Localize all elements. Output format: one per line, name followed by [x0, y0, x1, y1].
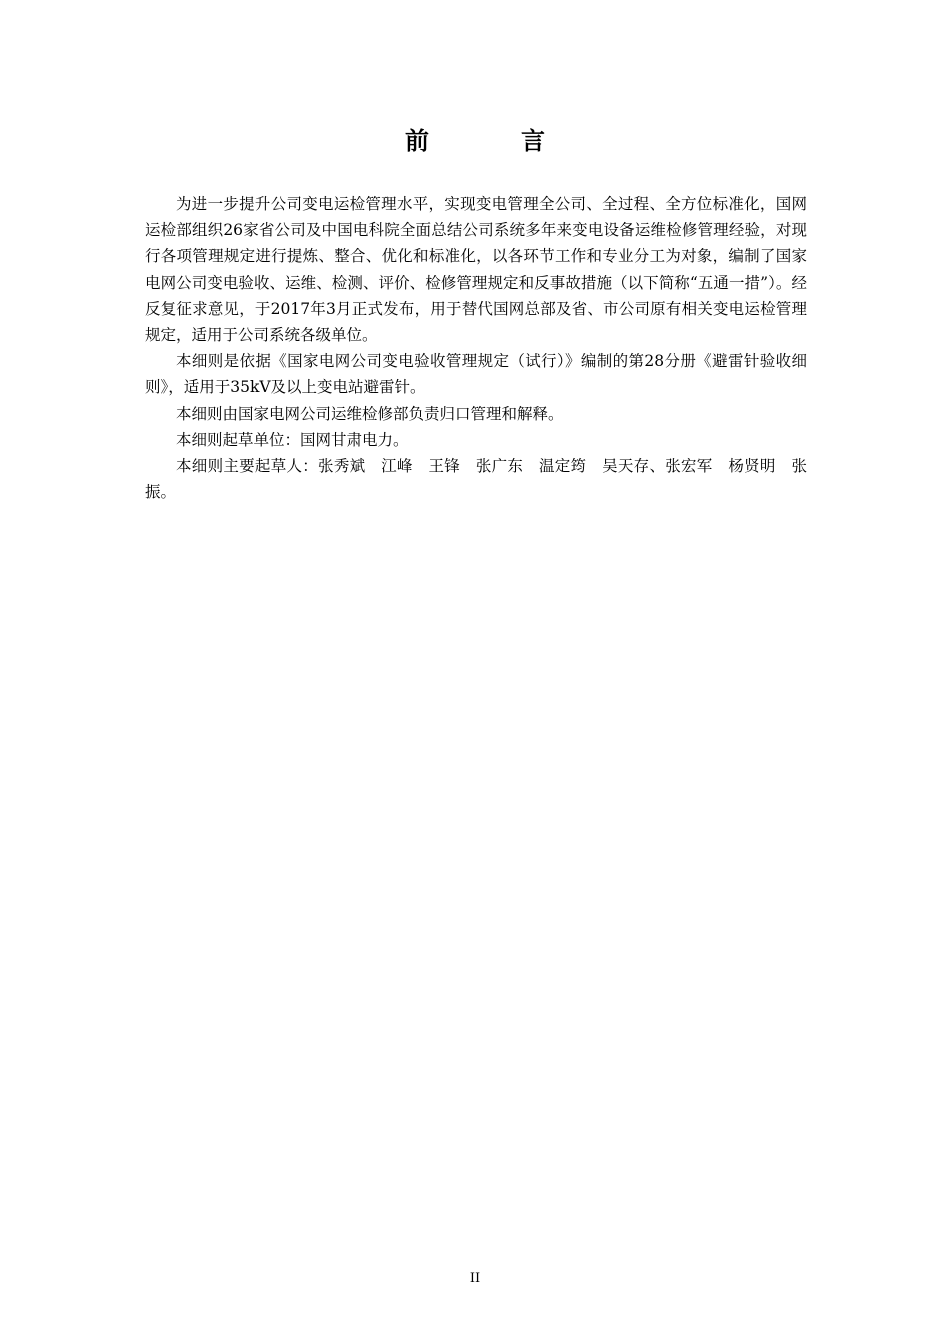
- paragraph-basis: 本细则是依据《国家电网公司变电验收管理规定（试行）》编制的第28分册《避雷针验收细则》，适用于35kV及以上变电站避雷针。: [145, 352, 807, 397]
- preface-body: [145, 191, 807, 505]
- paragraph-drafting-unit: 本细则起草单位：国网甘肃电力。: [176, 430, 409, 449]
- paragraph-management: 本细则由国家电网公司运维检修部负责归口管理和解释。: [176, 404, 564, 423]
- page-number: II: [469, 1271, 481, 1286]
- paragraph-background: 为进一步提升公司变电运检管理水平，实现变电管理全公司、全过程、全方位标准化，国网运检部组织26家省公司及中国电科院全面总结公司系统多年来变电设备运维检修管理经验，对现行各项管理规定进行提炼、整合、优化和标准化，以各环节工作和专业分工为对象，编制了国家电网公司变电验收、运维、检测、评价、检修管理规定和反事故措施（以下简称“五通一措”）。经反复征求意见，于2017年3月正式发布，用于替代国网总部及省、市公司原有相关变电运检管理规定，适用于公司系统各级单位。: [145, 195, 807, 345]
- page-title: 前 言: [405, 126, 579, 155]
- paragraph-drafters: 本细则主要起草人：张秀斌 江峰 王锋 张广东 温定筠 吴天存、张宏军 杨贤明 张振。: [145, 457, 807, 502]
